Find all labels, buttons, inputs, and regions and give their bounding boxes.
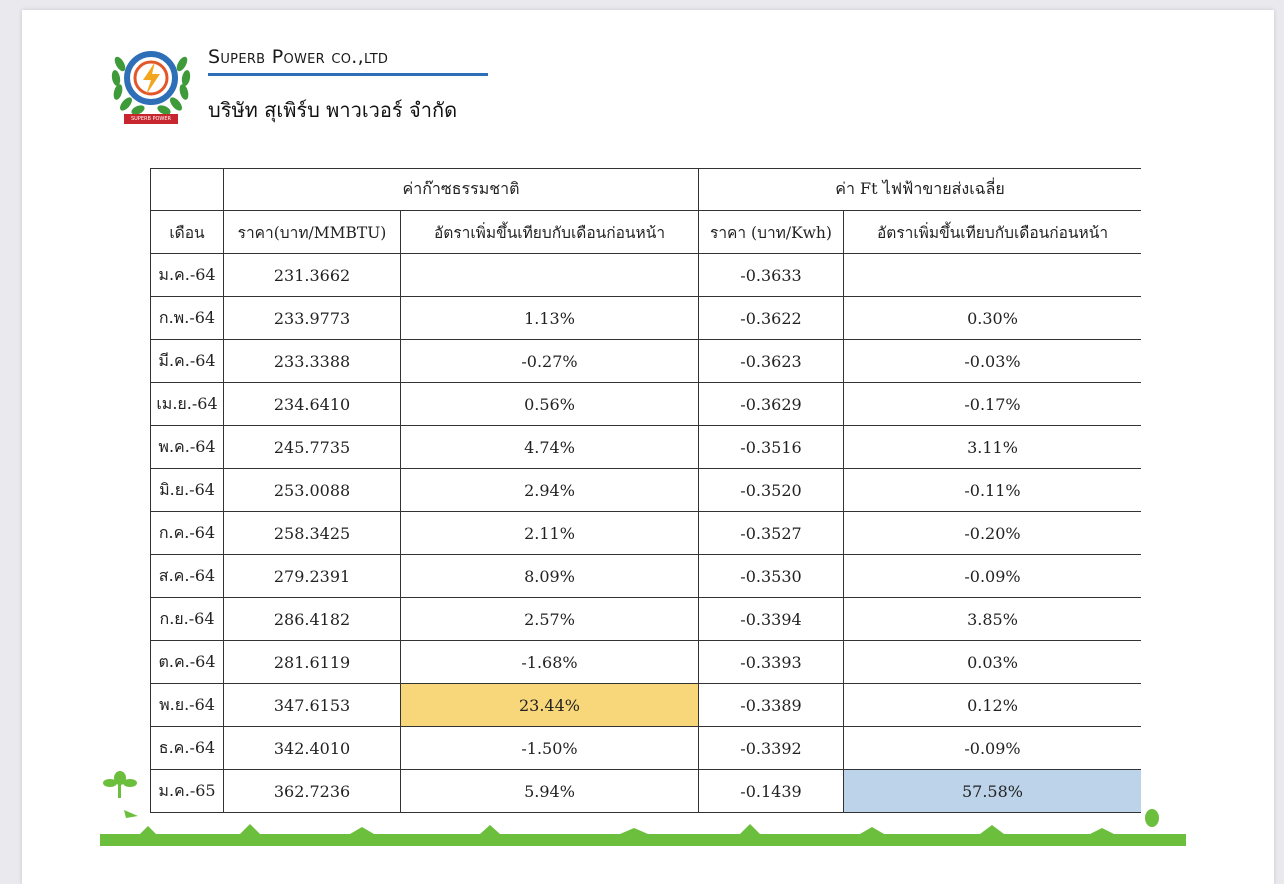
company-name-underline (208, 73, 488, 76)
ft-rate-cell: 0.30% (844, 297, 1142, 340)
ft-rate-cell (844, 254, 1142, 297)
table-body (151, 254, 1142, 813)
ft-price-cell: -0.3629 (699, 383, 844, 426)
gas-rate-cell: -1.68% (401, 641, 699, 684)
ft-price-cell: -0.3516 (699, 426, 844, 469)
month-cell: มิ.ย.-64 (151, 469, 224, 512)
table-row (151, 426, 1142, 469)
ft-price-cell: -0.3394 (699, 598, 844, 641)
ft-price-cell: -0.3623 (699, 340, 844, 383)
decorative-leaf-right-icon (1140, 800, 1162, 834)
table-row (151, 770, 1142, 813)
gas-rate-cell: 2.11% (401, 512, 699, 555)
ft-price-cell: -0.3393 (699, 641, 844, 684)
ft-price-cell: -0.1439 (699, 770, 844, 813)
gas-price-cell: 286.4182 (224, 598, 401, 641)
month-cell: พ.ค.-64 (151, 426, 224, 469)
table-row (151, 512, 1142, 555)
gas-price-cell: 362.7236 (224, 770, 401, 813)
table-row (151, 598, 1142, 641)
month-cell: ต.ค.-64 (151, 641, 224, 684)
month-cell: มี.ค.-64 (151, 340, 224, 383)
ft-rate-cell: 3.85% (844, 598, 1142, 641)
table-row (151, 641, 1142, 684)
header-corner-cell (151, 169, 224, 211)
column-header-gas-rate: อัตราเพิ่มขึ้นเทียบกับเดือนก่อนหน้า (401, 211, 699, 254)
ft-price-cell: -0.3520 (699, 469, 844, 512)
month-cell: ธ.ค.-64 (151, 727, 224, 770)
gas-rate-cell: 1.13% (401, 297, 699, 340)
ft-price-cell: -0.3392 (699, 727, 844, 770)
gas-price-cell: 281.6119 (224, 641, 401, 684)
table-row (151, 254, 1142, 297)
ft-rate-cell: -0.20% (844, 512, 1142, 555)
gas-rate-cell: 2.94% (401, 469, 699, 512)
gas-price-cell: 279.2391 (224, 555, 401, 598)
column-header-month: เดือน (151, 211, 224, 254)
company-name-english (208, 46, 488, 68)
month-cell: ก.พ.-64 (151, 297, 224, 340)
gas-price-cell: 233.9773 (224, 297, 401, 340)
ft-rate-cell: -0.09% (844, 727, 1142, 770)
gas-rate-cell: 23.44% (401, 684, 699, 727)
month-cell: ส.ค.-64 (151, 555, 224, 598)
ft-rate-cell: 0.12% (844, 684, 1142, 727)
table-row (151, 340, 1142, 383)
logo-banner-text: SUPERB POWER (130, 116, 172, 122)
month-cell: พ.ย.-64 (151, 684, 224, 727)
ft-price-cell: -0.3530 (699, 555, 844, 598)
ft-price-cell: -0.3389 (699, 684, 844, 727)
group-header-ft: ค่า Ft ไฟฟ้าขายส่งเฉลี่ย (699, 169, 1142, 211)
table-row (151, 469, 1142, 512)
table-row (151, 684, 1142, 727)
month-cell: ม.ค.-64 (151, 254, 224, 297)
ft-rate-cell: 57.58% (844, 770, 1142, 813)
ft-rate-cell: -0.03% (844, 340, 1142, 383)
ft-price-cell: -0.3622 (699, 297, 844, 340)
gas-and-ft-price-table (150, 168, 1141, 813)
group-header-natural-gas: ค่าก๊าซธรรมชาติ (224, 169, 699, 211)
ft-rate-cell: -0.11% (844, 469, 1142, 512)
month-cell: ก.ย.-64 (151, 598, 224, 641)
gas-price-cell: 231.3662 (224, 254, 401, 297)
gas-price-cell: 258.3425 (224, 512, 401, 555)
gas-price-cell: 347.6153 (224, 684, 401, 727)
ft-rate-cell: 3.11% (844, 426, 1142, 469)
company-name-english-text: Superb Power co.,ltd (208, 46, 389, 68)
gas-rate-cell: 0.56% (401, 383, 699, 426)
superb-power-laurel-logo-icon (110, 40, 192, 128)
table-row (151, 383, 1142, 426)
gas-rate-cell: -0.27% (401, 340, 699, 383)
column-header-ft-price: ราคา (บาท/Kwh) (699, 211, 844, 254)
month-cell: ม.ค.-65 (151, 770, 224, 813)
ft-rate-cell: 0.03% (844, 641, 1142, 684)
gas-price-cell: 253.0088 (224, 469, 401, 512)
ft-rate-cell: -0.09% (844, 555, 1142, 598)
decorative-grass-strip (100, 812, 1186, 848)
table-row (151, 727, 1142, 770)
gas-rate-cell: 2.57% (401, 598, 699, 641)
gas-price-cell: 234.6410 (224, 383, 401, 426)
month-cell: ก.ค.-64 (151, 512, 224, 555)
gas-rate-cell: 8.09% (401, 555, 699, 598)
column-header-ft-rate: อัตราเพิ่มขึ้นเทียบกับเดือนก่อนหน้า (844, 211, 1142, 254)
company-name-thai: บริษัท สุเพิร์บ พาวเวอร์ จำกัด (208, 98, 458, 122)
gas-rate-cell: 4.74% (401, 426, 699, 469)
ft-price-cell: -0.3527 (699, 512, 844, 555)
month-cell: เม.ย.-64 (151, 383, 224, 426)
gas-price-cell: 245.7735 (224, 426, 401, 469)
gas-rate-cell: -1.50% (401, 727, 699, 770)
table-row (151, 555, 1142, 598)
table-row (151, 297, 1142, 340)
gas-price-cell: 233.3388 (224, 340, 401, 383)
gas-price-cell: 342.4010 (224, 727, 401, 770)
column-header-gas-price: ราคา(บาท/MMBTU) (224, 211, 401, 254)
gas-rate-cell (401, 254, 699, 297)
ft-price-cell: -0.3633 (699, 254, 844, 297)
gas-rate-cell: 5.94% (401, 770, 699, 813)
ft-rate-cell: -0.17% (844, 383, 1142, 426)
